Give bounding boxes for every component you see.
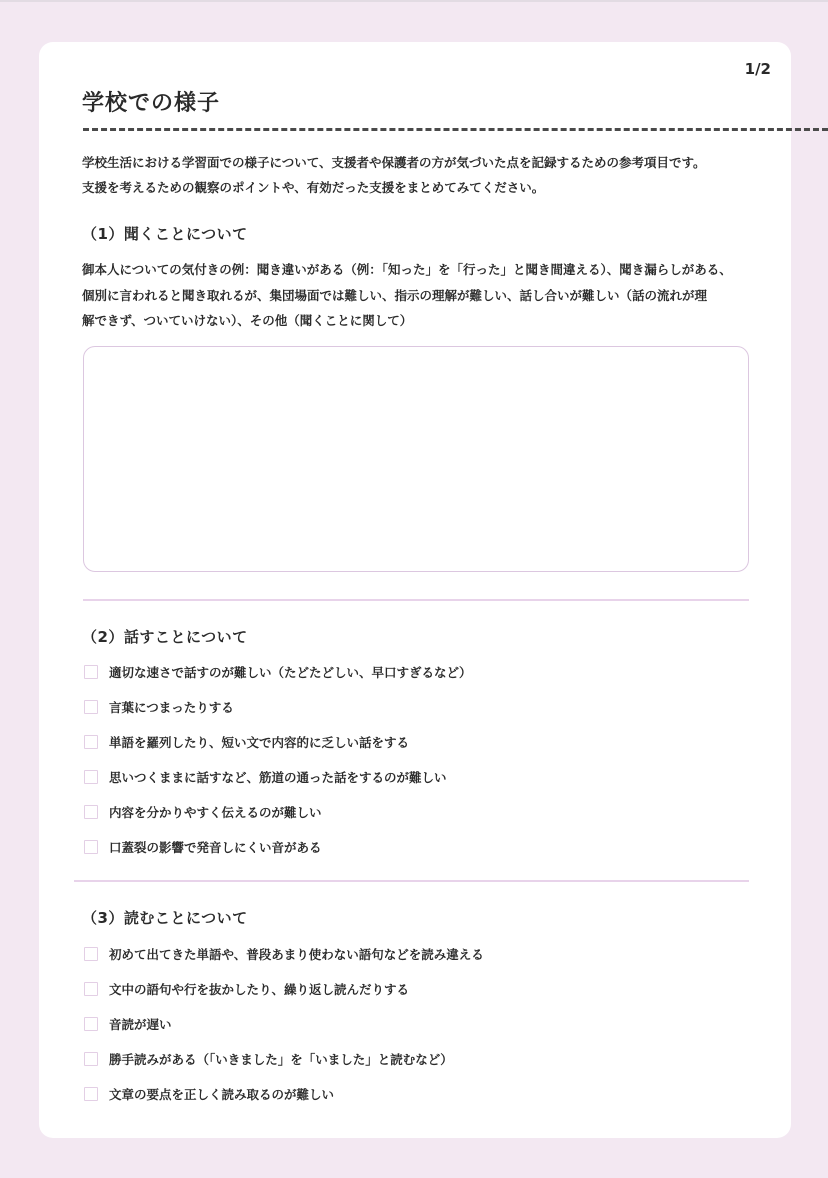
section-divider xyxy=(74,880,749,882)
intro-line: 支援を考えるための観察のポイントや、有効だった支援をまとめてみてください。 xyxy=(82,180,545,195)
checklist-item-label: 思いつくままに話すなど、筋道の通った話をするのが難しい xyxy=(109,769,447,785)
checklist-item xyxy=(84,794,472,829)
intro-text xyxy=(82,150,772,200)
checklist-item-label: 文中の語句や行を抜かしたり、繰り返し読んだりする xyxy=(109,981,410,997)
checkbox[interactable] xyxy=(84,1017,98,1031)
checkbox[interactable] xyxy=(84,1052,98,1066)
speaking-checklist xyxy=(84,654,472,864)
top-border xyxy=(0,0,828,2)
checkbox[interactable] xyxy=(84,982,98,996)
section-title-listening: （1）聞くことについて xyxy=(82,225,248,243)
checklist-item xyxy=(84,654,472,689)
document-card xyxy=(39,42,791,1138)
checklist-item xyxy=(84,759,472,794)
checklist-item xyxy=(84,1041,484,1076)
checklist-item xyxy=(84,1076,484,1111)
checkbox[interactable] xyxy=(84,735,98,749)
checkbox[interactable] xyxy=(84,947,98,961)
listening-notes-field[interactable] xyxy=(83,346,749,572)
checklist-item-label: 単語を羅列したり、短い文で内容的に乏しい話をする xyxy=(109,734,410,750)
checkbox[interactable] xyxy=(84,770,98,784)
checklist-item-label: 文章の要点を正しく読み取るのが難しい xyxy=(109,1086,335,1102)
section-title-reading: （3）読むことについて xyxy=(82,909,248,927)
checklist-item xyxy=(84,1006,484,1041)
page-number: 1/2 xyxy=(744,60,771,78)
section-title-speaking: （2）話すことについて xyxy=(82,628,248,646)
checklist-item-label: 内容を分かりやすく伝えるのが難しい xyxy=(109,804,322,820)
section-divider xyxy=(83,599,749,601)
checklist-item xyxy=(84,829,472,864)
checklist-item xyxy=(84,689,472,724)
checklist-item-label: 適切な速さで話すのが難しい（たどたどしい、早口すぎるなど） xyxy=(109,664,472,680)
checklist-item xyxy=(84,971,484,1006)
example-line: 御本人についての気付きの例：聞き違いがある（例：「知った」を「行った」と聞き間違える）、聞き漏らしがある、 xyxy=(82,262,732,277)
title-divider xyxy=(83,128,828,131)
checkbox[interactable] xyxy=(84,665,98,679)
listening-example xyxy=(82,257,762,334)
checkbox[interactable] xyxy=(84,1087,98,1101)
checkbox[interactable] xyxy=(84,805,98,819)
checklist-item xyxy=(84,936,484,971)
checklist-item-label: 初めて出てきた単語や、普段あまり使わない語句などを読み違える xyxy=(109,946,484,962)
example-line: 個別に言われると聞き取れるが、集団場面では難しい、指示の理解が難しい、話し合いが難しい（話の流れが理 xyxy=(82,287,708,303)
checklist-item-label: 言葉につまったりする xyxy=(109,699,234,715)
checkbox[interactable] xyxy=(84,840,98,854)
intro-line: 学校生活における学習面での様子について、支援者や保護者の方が気づいた点を記録するための参考項目です。 xyxy=(82,155,706,170)
reading-checklist xyxy=(84,936,484,1111)
checklist-item-label: 口蓋裂の影響で発音しにくい音がある xyxy=(109,839,322,855)
example-line: 解できず、ついていけない）、その他（聞くことに関して） xyxy=(82,313,413,328)
checklist-item-label: 音読が遅い xyxy=(109,1016,172,1032)
checkbox[interactable] xyxy=(84,700,98,714)
checklist-item-label: 勝手読みがある（「いきました」を「いました」と読むなど） xyxy=(109,1051,453,1067)
page-title: 学校での様子 xyxy=(82,91,221,116)
checklist-item xyxy=(84,724,472,759)
